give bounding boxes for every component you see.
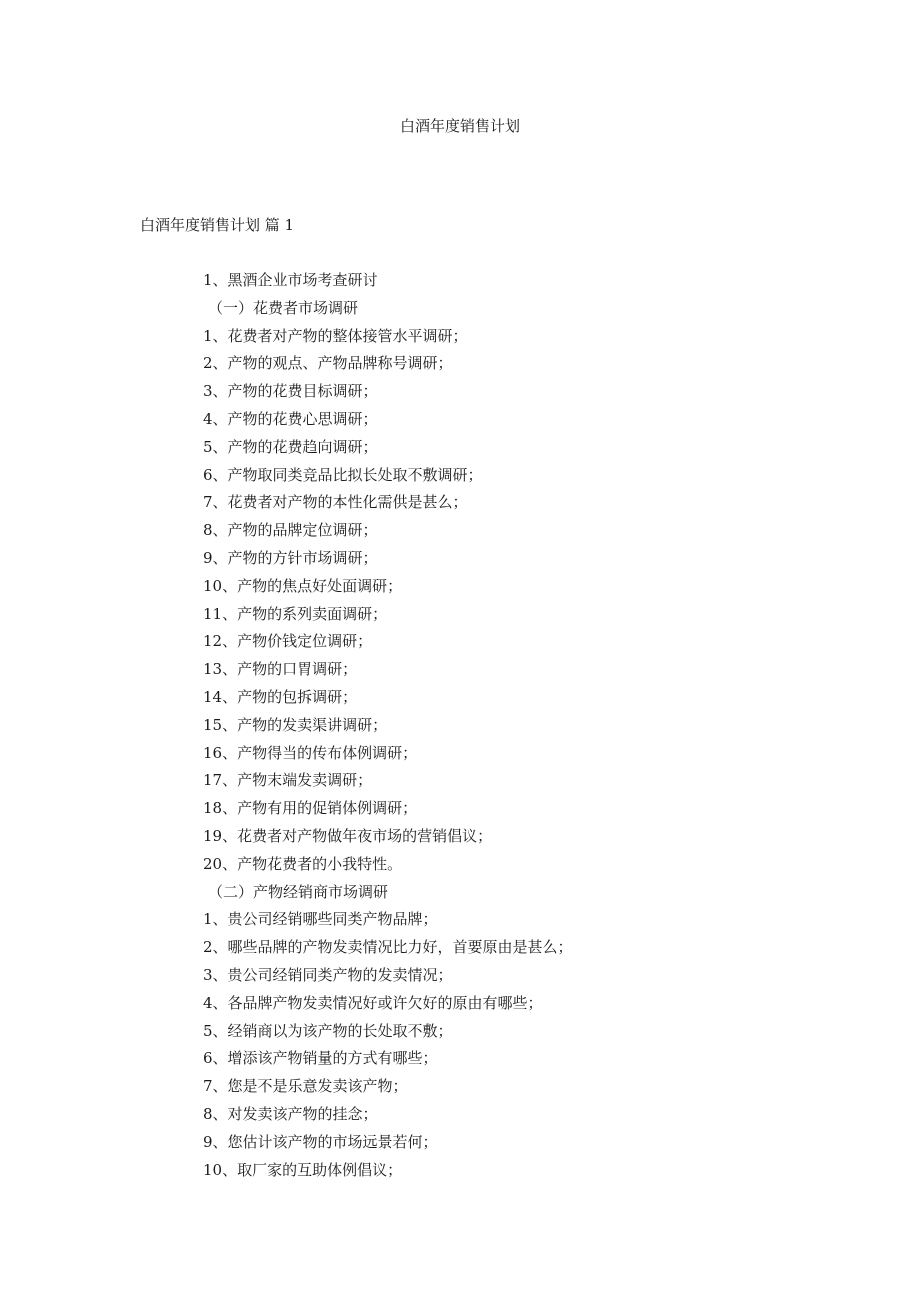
- list-item: 4、各品牌产物发卖情况好或许欠好的原由有哪些；: [203, 993, 543, 1012]
- section-title: 白酒年度销售计划 篇 1: [140, 216, 295, 234]
- list-item: 6、增添该产物销量的方式有哪些；: [203, 1049, 438, 1068]
- list-item: 9、您估计该产物的市场远景若何；: [203, 1132, 438, 1151]
- list-item: 20、产物花费者的小我特性。: [203, 854, 403, 873]
- list-item: 5、产物的花费趋向调研；: [203, 437, 378, 456]
- list-item: 9、产物的方针市场调研；: [203, 548, 378, 567]
- list-item: 10、产物的焦点好处面调研；: [203, 576, 403, 595]
- list-item: 1、贵公司经销哪些同类产物品牌；: [203, 910, 438, 929]
- subsection-heading: （一）花费者市场调研: [208, 298, 359, 317]
- list-item: 6、产物取同类竞品比拟长处取不敷调研；: [203, 465, 483, 484]
- list-item: 18、产物有用的促销体例调研；: [203, 799, 418, 818]
- list-item: 3、贵公司经销同类产物的发卖情况；: [203, 965, 453, 984]
- list-item: 7、您是不是乐意发卖该产物；: [203, 1077, 408, 1096]
- document-title: 白酒年度销售计划: [399, 117, 520, 135]
- subsection-heading: （二）产物经销商市场调研: [208, 882, 389, 901]
- list-item: 10、取厂家的互助体例倡议；: [203, 1160, 403, 1179]
- list-item: 19、花费者对产物做年夜市场的营销倡议；: [203, 826, 493, 845]
- list-item: 1、黑酒企业市场考查研讨: [203, 271, 378, 289]
- list-item: 4、产物的花费心思调研；: [203, 409, 378, 428]
- list-item: 2、哪些品牌的产物发卖情况比力好，首要原由是甚么；: [203, 938, 573, 957]
- list-item: 17、产物末端发卖调研；: [203, 771, 373, 790]
- list-item: 14、产物的包拆调研；: [203, 687, 358, 706]
- list-item: 11、产物的系列卖面调研；: [203, 604, 388, 623]
- list-item: 1、花费者对产物的整体接管水平调研；: [203, 326, 468, 345]
- list-item: 12、产物价钱定位调研；: [203, 632, 373, 651]
- list-item: 16、产物得当的传布体例调研；: [203, 743, 418, 762]
- list-item: 13、产物的口胃调研；: [203, 660, 358, 679]
- list-item: 2、产物的观点、产物品牌称号调研；: [203, 354, 453, 373]
- list-item: 7、花费者对产物的本性化需供是甚么；: [203, 493, 468, 512]
- list-item: 5、经销商以为该产物的长处取不敷；: [203, 1021, 453, 1040]
- list-item: 15、产物的发卖渠讲调研；: [203, 715, 388, 734]
- list-item: 3、产物的花费目标调研；: [203, 382, 378, 401]
- list-item: 8、对发卖该产物的挂念；: [203, 1104, 378, 1123]
- list-item: 8、产物的品牌定位调研；: [203, 521, 378, 540]
- body-list: [203, 270, 573, 1187]
